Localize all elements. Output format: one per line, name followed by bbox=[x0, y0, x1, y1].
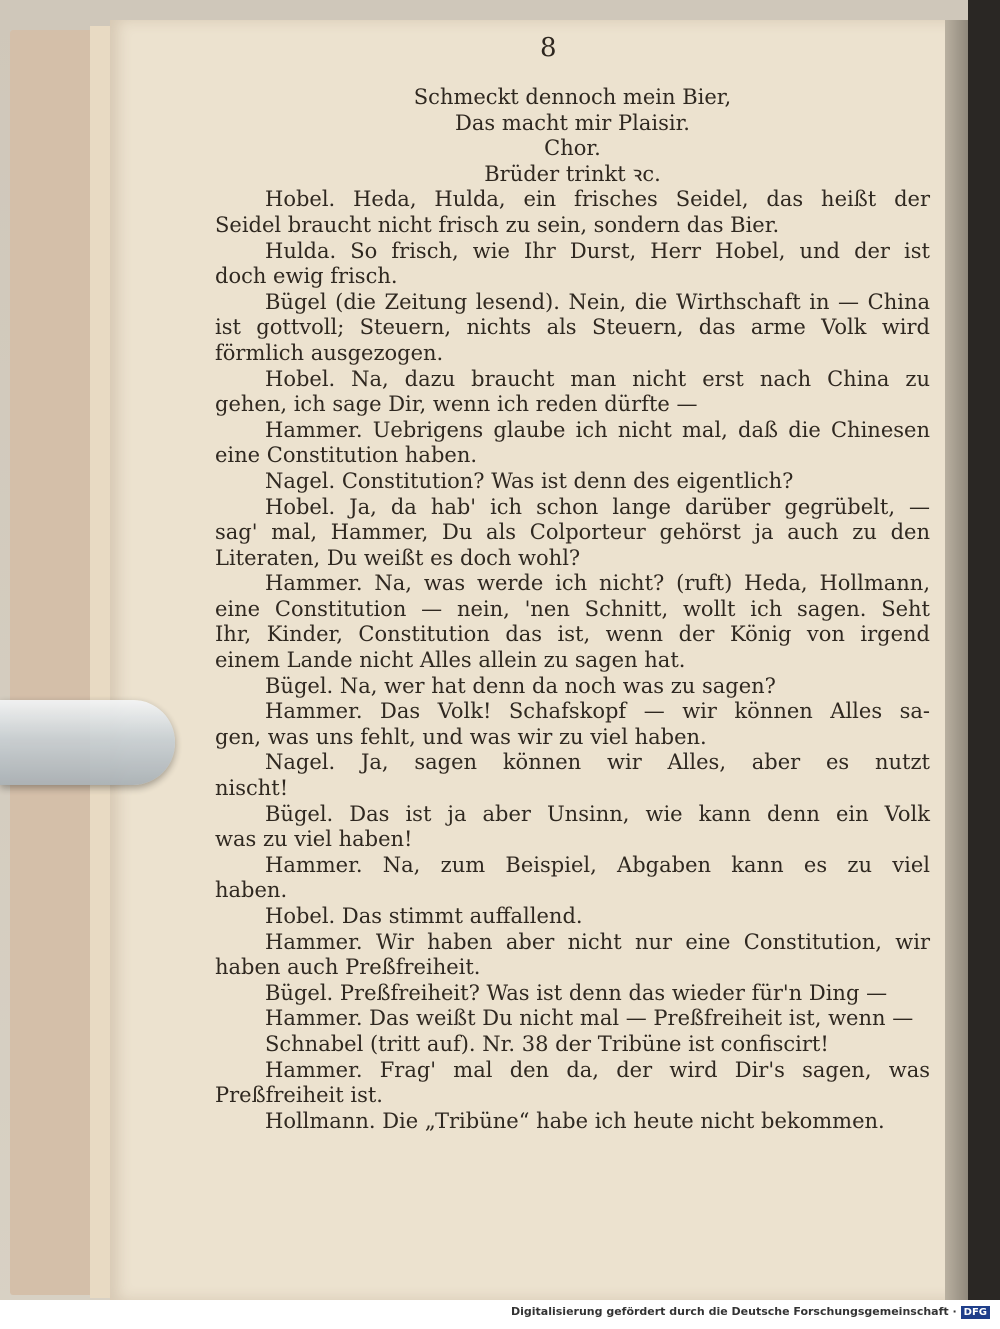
text-line: gen, was uns fehlt, und was wir zu viel haben. bbox=[215, 724, 707, 749]
digitization-credit bbox=[511, 1305, 990, 1319]
scanner-border bbox=[968, 0, 1000, 1305]
text-line: ist gottvoll; Steuern, nichts als Steuern, das arme Volk wird bbox=[215, 315, 930, 340]
text-line: Hobel. Heda, Hulda, ein frisches Seidel, das heißt der bbox=[265, 187, 930, 212]
text-line: eine Constitution haben. bbox=[215, 443, 478, 468]
text-line: Hammer. Wir haben aber nicht nur eine Constitution, wir bbox=[265, 929, 930, 954]
text-line: sag' mal, Hammer, Du als Colporteur gehörst ja auch zu den bbox=[215, 520, 930, 545]
credit-text: Digitalisierung gefördert durch die Deutsche Forschungsgemeinschaft · bbox=[510, 1305, 957, 1318]
text-line: Chor. bbox=[544, 136, 601, 161]
text-line: Hammer. Uebrigens glaube ich nicht mal, daß die Chinesen bbox=[265, 417, 930, 442]
text-line: Bügel. Das ist ja aber Unsinn, wie kann denn ein Volk bbox=[265, 801, 930, 826]
text-line: nischt! bbox=[215, 776, 289, 801]
text-line: Preßfreiheit ist. bbox=[215, 1083, 383, 1108]
text-line: haben. bbox=[215, 878, 288, 903]
text-line: Brüder trinkt ꝛc. bbox=[484, 161, 661, 186]
dfg-logo: DFG bbox=[961, 1306, 990, 1319]
text-line: Schmeckt dennoch mein Bier, bbox=[413, 85, 732, 109]
text-line: förmlich ausgezogen. bbox=[215, 340, 444, 365]
text-line: Literaten, Du weißt es doch wohl? bbox=[215, 545, 581, 570]
text-line: Hammer. Das weißt Du nicht mal — Preßfreiheit ist, wenn — bbox=[265, 1006, 914, 1031]
text-line: doch ewig frisch. bbox=[215, 264, 398, 289]
text-line: Bügel. Na, wer hat denn da noch was zu sagen? bbox=[265, 673, 776, 698]
page-gutter-shadow bbox=[945, 20, 970, 1300]
text-line: Hammer. Na, was werde ich nicht? (ruft) Heda, Hollmann, bbox=[265, 571, 930, 596]
page-number: 8 bbox=[540, 33, 557, 63]
text-line: Das macht mir Plaisir. bbox=[455, 110, 690, 135]
text-line: Hammer. Das Volk! Schafskopf — wir können Alles sa- bbox=[265, 699, 930, 724]
text-line: was zu viel haben! bbox=[215, 827, 413, 852]
text-line: Schnabel (tritt auf). Nr. 38 der Tribüne ist confiscirt! bbox=[265, 1031, 829, 1056]
text-line: Hammer. Na, zum Beispiel, Abgaben kann es zu viel bbox=[265, 852, 930, 877]
text-line: Bügel. Preßfreiheit? Was ist denn das wieder für'n Ding — bbox=[265, 980, 888, 1005]
text-line: Ihr, Kinder, Constitution das ist, wenn der König von irgend bbox=[215, 622, 930, 647]
text-line: Hobel. Ja, da hab' ich schon lange darüber gegrübelt, — bbox=[265, 494, 930, 519]
text-line: einem Lande nicht Alles allein zu sagen hat. bbox=[215, 648, 686, 673]
book-cover-edge bbox=[10, 30, 100, 1295]
text-line: eine Constitution — nein, 'nen Schnitt, wollt ich sagen. Seht bbox=[215, 596, 930, 621]
text-line: haben auch Preßfreiheit. bbox=[215, 955, 481, 980]
text-line: Nagel. Ja, sagen können wir Alles, aber es nutzt bbox=[265, 750, 930, 775]
text-line: Nagel. Constitution? Was ist denn des eigentlich? bbox=[265, 468, 794, 493]
text-line: gehen, ich sage Dir, wenn ich reden dürfte — bbox=[215, 392, 698, 417]
text-line: Hobel. Das stimmt auffallend. bbox=[265, 904, 583, 928]
text-line: Bügel (die Zeitung lesend). Nein, die Wirthschaft in — China bbox=[265, 289, 930, 314]
text-line: Hammer. Frag' mal den da, der wird Dir's sagen, was bbox=[265, 1057, 930, 1082]
text-line: Hollmann. Die „Tribüne“ habe ich heute nicht bekommen. bbox=[265, 1108, 885, 1133]
text-line: Hulda. So frisch, wie Ihr Durst, Herr Hobel, und der ist bbox=[265, 238, 930, 263]
text-line: Seidel braucht nicht frisch zu sein, sondern das Bier. bbox=[215, 212, 780, 237]
page-text bbox=[215, 85, 930, 1134]
text-line: Hobel. Na, dazu braucht man nicht erst nach China zu bbox=[265, 366, 930, 391]
page-clip bbox=[0, 700, 175, 785]
